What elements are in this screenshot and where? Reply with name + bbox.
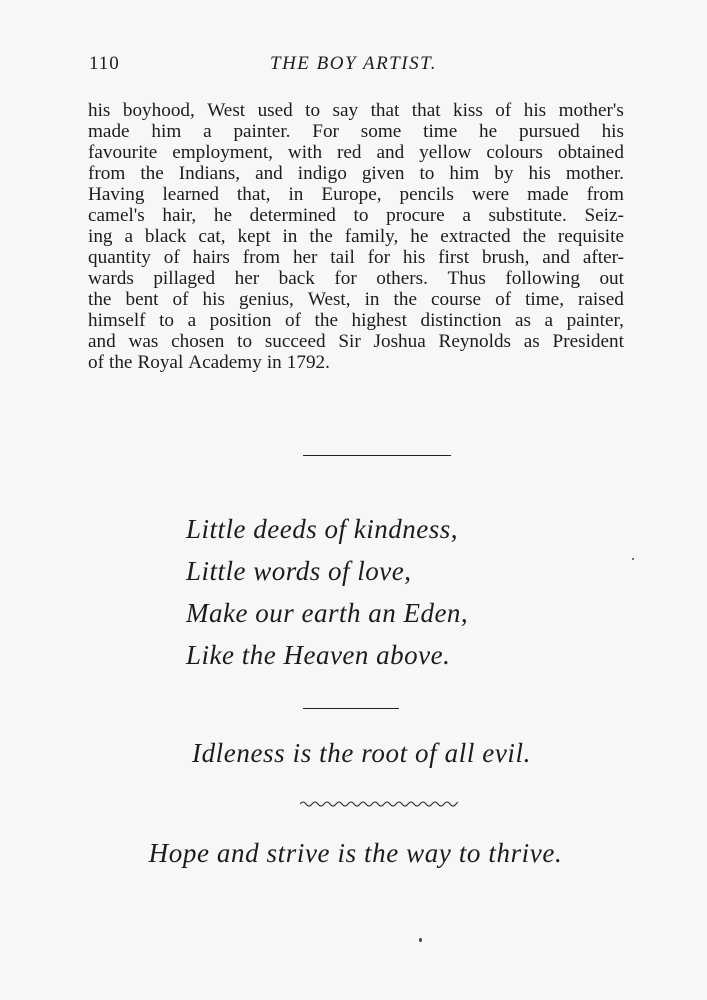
- word: President: [552, 331, 624, 352]
- word: the: [140, 163, 164, 184]
- word: the: [309, 226, 333, 247]
- poem-line: Make our earth an Eden,: [186, 598, 469, 628]
- word: quantity: [88, 247, 151, 268]
- word: his: [601, 121, 624, 142]
- word: a: [187, 310, 197, 331]
- word: a: [124, 226, 133, 247]
- word: his: [402, 247, 426, 268]
- poem-line: Little words of love,: [186, 556, 412, 586]
- running-head: THE BOY ARTIST.: [270, 53, 437, 74]
- word: to: [419, 163, 435, 184]
- text-line: [88, 121, 624, 142]
- word: favourite: [88, 142, 158, 163]
- word: following: [505, 268, 580, 289]
- word: of: [285, 310, 301, 331]
- word: out: [599, 268, 624, 289]
- word: red: [337, 142, 362, 163]
- word: back: [278, 268, 315, 289]
- word: hairs: [192, 247, 230, 268]
- word: he: [410, 226, 429, 247]
- text-line: [88, 289, 624, 310]
- word: substitute.: [488, 205, 567, 226]
- poem-line: Little deeds of kindness,: [186, 514, 458, 544]
- word: from: [586, 184, 624, 205]
- word: Having: [88, 184, 145, 205]
- word: given: [361, 163, 405, 184]
- word: chosen: [171, 331, 225, 352]
- word: as: [523, 331, 540, 352]
- word: kept: [237, 226, 271, 247]
- word: Reynolds: [438, 331, 512, 352]
- page-number: 110: [89, 53, 120, 74]
- word: learned: [162, 184, 219, 205]
- word: distinction: [420, 310, 502, 331]
- word: in: [364, 289, 380, 310]
- word: her: [234, 268, 260, 289]
- word: Royal: [137, 352, 184, 373]
- word: mother.: [565, 163, 624, 184]
- poem-stanza: [186, 508, 468, 676]
- word: yellow: [419, 142, 472, 163]
- word: Thus: [447, 268, 486, 289]
- word: the: [108, 352, 133, 373]
- word: of: [172, 289, 189, 310]
- section-divider-rule: [303, 455, 451, 456]
- word: his: [88, 100, 111, 121]
- text-line: [88, 268, 624, 289]
- word: his: [202, 289, 225, 310]
- word: he: [479, 121, 498, 142]
- word: after-: [582, 247, 624, 268]
- word: mother's: [558, 100, 624, 121]
- word: of: [163, 247, 180, 268]
- word: procure: [386, 205, 445, 226]
- text-line: [88, 142, 624, 163]
- word: Joshua: [373, 331, 426, 352]
- word: For: [312, 121, 339, 142]
- ink-speck: [632, 558, 634, 560]
- word: cat,: [198, 226, 226, 247]
- word: Indians,: [178, 163, 241, 184]
- word: the: [88, 289, 112, 310]
- word: colours: [486, 142, 543, 163]
- word: others.: [376, 268, 428, 289]
- text-line: [88, 352, 624, 373]
- word: boyhood,: [122, 100, 195, 121]
- word: family,: [344, 226, 399, 247]
- word: and: [88, 331, 116, 352]
- word: raised: [578, 289, 624, 310]
- text-line: [88, 100, 624, 121]
- word: by: [494, 163, 514, 184]
- text-line: [88, 247, 624, 268]
- word: highest: [351, 310, 407, 331]
- word: and: [255, 163, 283, 184]
- word: Sir: [338, 331, 361, 352]
- word: that: [411, 100, 441, 121]
- word: wards: [88, 268, 134, 289]
- word: his: [528, 163, 551, 184]
- proverb-idleness: Idleness is the root of all evil.: [191, 738, 531, 768]
- word: first: [438, 247, 470, 268]
- word: a: [462, 205, 471, 226]
- word: of: [495, 100, 512, 121]
- text-line: [88, 163, 624, 184]
- word: for: [367, 247, 391, 268]
- word: painter.: [233, 121, 291, 142]
- word: position: [209, 310, 272, 331]
- word: West,: [307, 289, 351, 310]
- word: that,: [236, 184, 271, 205]
- word: from: [242, 247, 281, 268]
- word: himself: [88, 310, 146, 331]
- word: brush,: [481, 247, 530, 268]
- text-line: [88, 310, 624, 331]
- word: in: [266, 352, 282, 373]
- word: say: [332, 100, 359, 121]
- word: pillaged: [153, 268, 216, 289]
- word: of: [495, 289, 512, 310]
- word: time: [423, 121, 458, 142]
- word: made: [88, 121, 130, 142]
- word: to: [159, 310, 175, 331]
- word: bent: [125, 289, 159, 310]
- text-line: [88, 331, 624, 352]
- word: Europe,: [321, 184, 382, 205]
- word: as: [515, 310, 531, 331]
- section-divider-rule: [303, 708, 399, 709]
- proverb-hope: Hope and strive is the way to thrive.: [148, 838, 563, 868]
- word: to: [353, 205, 369, 226]
- word: and: [376, 142, 405, 163]
- word: painter,: [566, 310, 624, 331]
- word: black: [144, 226, 187, 247]
- word: kiss: [453, 100, 483, 121]
- word: a: [203, 121, 212, 142]
- word: some: [360, 121, 402, 142]
- word: course: [431, 289, 482, 310]
- page-header: [86, 53, 621, 79]
- word: made: [527, 184, 569, 205]
- word: her: [292, 247, 318, 268]
- word: employment,: [172, 142, 273, 163]
- word: was: [128, 331, 159, 352]
- word: the: [522, 226, 546, 247]
- word: the: [314, 310, 338, 331]
- word: requisite: [557, 226, 624, 247]
- word: genius,: [238, 289, 294, 310]
- word: to: [237, 331, 253, 352]
- word: that: [370, 100, 400, 121]
- word: he: [213, 205, 232, 226]
- ink-speck: [419, 938, 422, 942]
- word: extracted: [440, 226, 511, 247]
- word: indigo: [297, 163, 347, 184]
- word: West: [207, 100, 246, 121]
- word: and: [542, 247, 570, 268]
- word: from: [88, 163, 126, 184]
- text-line: [88, 205, 624, 226]
- word: pursued: [519, 121, 580, 142]
- word: in: [282, 226, 298, 247]
- word: were: [471, 184, 510, 205]
- word: for: [334, 268, 357, 289]
- word: a: [544, 310, 554, 331]
- word: with: [287, 142, 323, 163]
- word: time,: [525, 289, 564, 310]
- word: obtained: [557, 142, 624, 163]
- word: 1792.: [286, 352, 330, 373]
- word: pencils: [399, 184, 454, 205]
- word: him: [151, 121, 182, 142]
- body-paragraph: [88, 100, 624, 373]
- word: Academy: [188, 352, 262, 373]
- wavy-divider: [300, 799, 458, 809]
- word: tail: [330, 247, 355, 268]
- word: determined: [249, 205, 336, 226]
- word: camel's: [88, 205, 145, 226]
- text-line: [88, 226, 624, 247]
- word: to: [305, 100, 321, 121]
- word: the: [393, 289, 417, 310]
- word: him: [449, 163, 480, 184]
- text-line: [88, 184, 624, 205]
- word: ing: [88, 226, 113, 247]
- poem-line: Like the Heaven above.: [186, 640, 451, 670]
- word: Seiz-: [584, 205, 624, 226]
- word: hair,: [162, 205, 197, 226]
- word: used: [257, 100, 293, 121]
- word: his: [523, 100, 547, 121]
- word: in: [288, 184, 304, 205]
- word: of: [88, 352, 104, 373]
- word: succeed: [264, 331, 326, 352]
